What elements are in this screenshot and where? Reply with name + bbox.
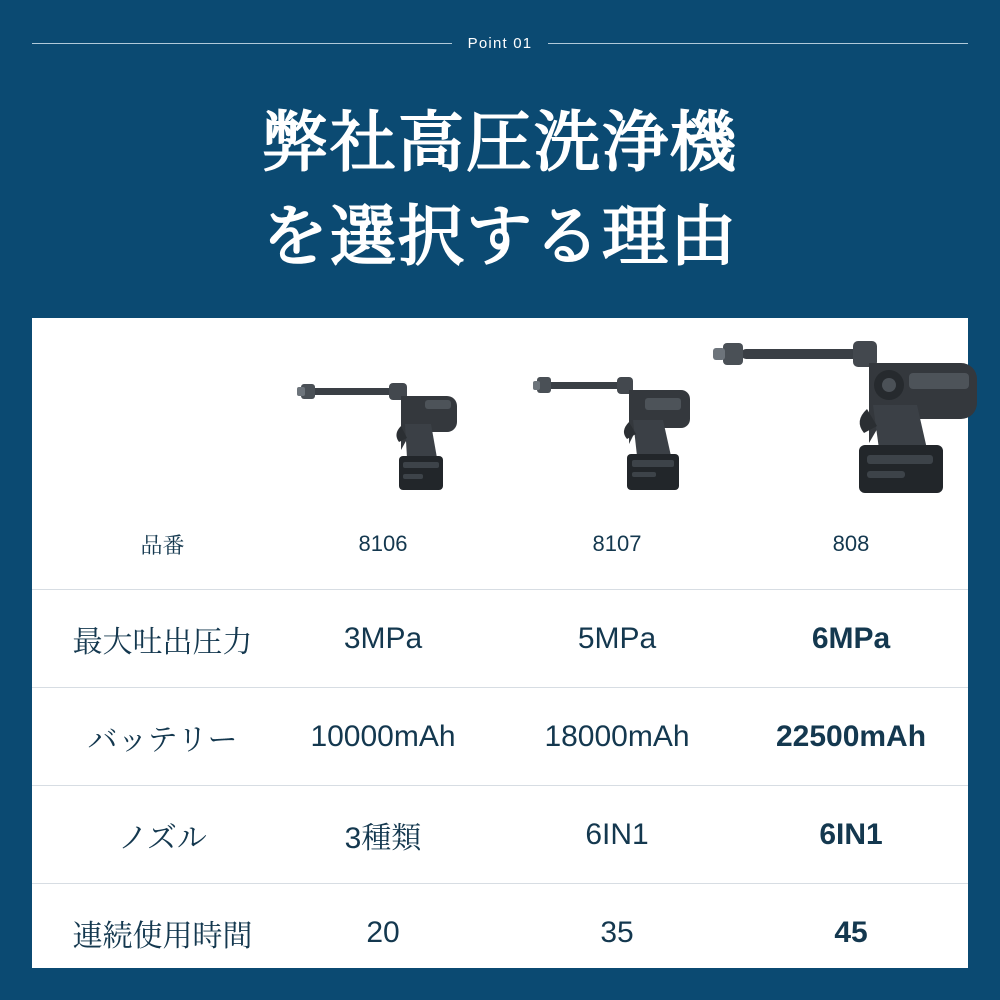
eyebrow-rule-left	[32, 43, 452, 44]
cell-max-pressure-1: 3MPa	[266, 590, 500, 688]
cell-model-2: 8107	[500, 514, 734, 590]
product-image-row	[32, 318, 968, 514]
cell-max-pressure-2: 5MPa	[500, 590, 734, 688]
headline-line-1: 弊社高圧洗浄機	[262, 105, 738, 179]
cell-model-3: 808	[734, 514, 968, 590]
row-runtime	[32, 884, 968, 982]
comparison-table-card	[32, 318, 968, 968]
cell-nozzle-2: 6IN1	[500, 786, 734, 884]
cell-battery-1: 10000mAh	[266, 688, 500, 786]
row-header-nozzle: ノズル	[32, 786, 266, 884]
headline-line-2: を選択する理由	[262, 198, 738, 273]
point-eyebrow	[0, 32, 1000, 54]
cell-runtime-3: 45	[834, 915, 868, 949]
row-header-max-pressure: 最大吐出圧力	[32, 590, 266, 688]
cell-nozzle-1: 3種類	[266, 786, 500, 884]
pressure-washer-8106-icon	[297, 358, 469, 508]
cell-battery-2: 18000mAh	[500, 688, 734, 786]
row-max-pressure	[32, 590, 968, 688]
row-header-runtime: 連続使用時間	[72, 919, 253, 953]
product-image-cell-2	[500, 318, 734, 514]
image-row-spacer	[32, 318, 266, 514]
cell-runtime-2: 35	[600, 915, 634, 949]
pressure-washer-8107-icon	[533, 358, 701, 508]
row-nozzle	[32, 786, 968, 884]
cell-battery-3: 22500mAh	[734, 688, 968, 786]
pressure-washer-808-icon	[713, 333, 989, 508]
product-image-cell-3	[734, 318, 968, 514]
row-header-battery: バッテリー	[32, 688, 266, 786]
eyebrow-rule-right	[548, 43, 968, 44]
point-label: Point 01	[467, 34, 533, 52]
cell-model-1: 8106	[266, 514, 500, 590]
cell-max-pressure-3: 6MPa	[734, 590, 968, 688]
comparison-table	[32, 318, 968, 981]
product-image-cell-1	[266, 318, 500, 514]
row-header-model: 品番	[32, 514, 266, 590]
cell-nozzle-3: 6IN1	[734, 786, 968, 884]
cell-runtime-1: 20	[366, 915, 400, 949]
page-title	[0, 96, 1000, 283]
row-model	[32, 514, 968, 590]
row-battery	[32, 688, 968, 786]
